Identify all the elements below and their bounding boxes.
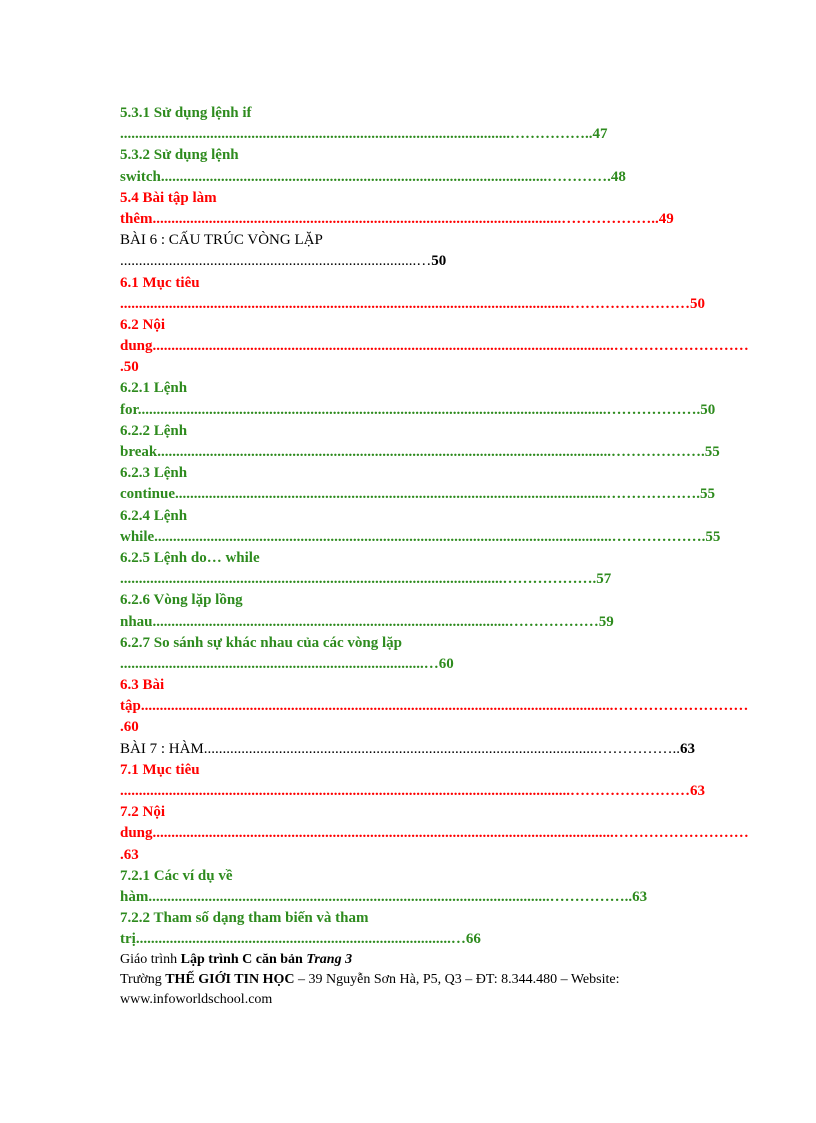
- toc-text: 6.2.3 Lệnh: [120, 465, 188, 482]
- toc-text: ........................................................................................................................……………………: [120, 295, 690, 312]
- page-number: Trang 3: [306, 952, 353, 967]
- toc-line: [120, 421, 685, 442]
- toc-text: 7.2.1 Các ví dụ về: [120, 867, 233, 884]
- toc-line: [120, 484, 716, 505]
- toc-line: [120, 823, 749, 844]
- toc-line: [120, 717, 685, 738]
- toc-text: 5.3.1 Sử dụng lệnh if: [120, 105, 252, 121]
- toc-line: [120, 802, 685, 823]
- toc-page-number: 50: [431, 253, 447, 270]
- toc-page-number: 63: [680, 740, 696, 757]
- toc-text: for.............................................................................................................................……………….: [120, 401, 701, 418]
- toc-text: ......................................................................................................……………….: [120, 571, 597, 588]
- toc-text: tập..............................................................................................................................………………………: [120, 698, 749, 715]
- toc-text: trị....................................................................................…: [120, 931, 466, 948]
- toc-text: .................................................................................…: [120, 655, 439, 672]
- toc-page-number: .50: [120, 359, 139, 376]
- toc-page-number: 60: [438, 655, 454, 672]
- toc-text: 6.2.5 Lệnh do… while: [120, 549, 260, 566]
- school-address: – 39 Nguyễn Sơn Hà, P5, Q3 – ĐT: 8.344.480 – Website:: [294, 972, 620, 987]
- toc-text: ........................................................................................................................……………………: [120, 783, 690, 799]
- toc-page-number: 55: [700, 486, 716, 503]
- toc-text: 5.4 Bài tập làm: [120, 189, 217, 206]
- toc-text: 7.1 Mục tiêu: [120, 761, 200, 778]
- toc-line: [120, 781, 705, 802]
- toc-page-number: 50: [700, 401, 716, 418]
- toc-text: 5.3.2 Sử dụng lệnh: [120, 147, 239, 164]
- toc-text: continue...................................................................................................................……………….: [120, 486, 701, 503]
- toc-page-number: .60: [120, 719, 139, 736]
- toc-line: [120, 400, 716, 421]
- toc-line: [120, 569, 685, 590]
- book-title: Lập trình C căn bản: [180, 952, 303, 967]
- toc-page-number: 57: [596, 571, 612, 588]
- toc-text: 7.2 Nội: [120, 804, 165, 821]
- toc-text: dung...........................................................................................................................………………………: [120, 338, 749, 355]
- toc-page-number: 48: [610, 168, 626, 185]
- toc-text: 6.1 Mục tiêu: [120, 274, 200, 291]
- toc-line: [120, 188, 685, 209]
- toc-text: dung...........................................................................................................................………………………: [120, 825, 749, 842]
- toc-line: [120, 209, 685, 230]
- toc-text: 6.2.7 So sánh sự khác nhau của các vòng lặp: [120, 634, 402, 651]
- table-of-contents: [120, 103, 749, 951]
- toc-page-number: 55: [704, 444, 720, 460]
- toc-line: [120, 230, 685, 251]
- toc-text: while..........................................................................................................................……………….: [120, 528, 706, 545]
- toc-text: BÀI 6 : CẤU TRÚC VÒNG LẶP: [120, 232, 323, 249]
- toc-line: [120, 251, 685, 272]
- toc-line: [120, 696, 749, 717]
- toc-line: [120, 506, 685, 527]
- toc-line: [120, 336, 749, 357]
- toc-text: 7.2.2 Tham số dạng tham biến và tham: [120, 910, 369, 927]
- toc-text: hàm...........................................................................................................……………..: [120, 888, 633, 905]
- toc-text: thêm.............................................................................................................………………..: [120, 210, 659, 227]
- toc-page-number: 63: [690, 783, 705, 799]
- toc-line: [120, 145, 685, 166]
- toc-line: [120, 654, 685, 675]
- toc-text: 6.2 Nội: [120, 316, 165, 333]
- toc-line: [120, 167, 685, 188]
- toc-text: ........................................................................................................……………..: [120, 126, 593, 143]
- toc-line: [120, 908, 685, 929]
- toc-page-number: 50: [690, 295, 705, 312]
- toc-text: 6.3 Bài: [120, 677, 165, 694]
- toc-page-number: 49: [658, 210, 674, 227]
- toc-line: [120, 357, 685, 378]
- toc-line: [120, 887, 685, 908]
- toc-line: [120, 378, 685, 399]
- toc-line: [120, 845, 685, 866]
- toc-page-number: 66: [465, 931, 481, 948]
- toc-text: ...............................................................................…: [120, 253, 432, 270]
- toc-line: [120, 612, 685, 633]
- toc-line: [120, 866, 685, 887]
- toc-line: [120, 590, 685, 611]
- toc-line: [120, 103, 685, 124]
- toc-text: 6.2.6 Vòng lặp lồng: [120, 592, 243, 609]
- toc-line: [120, 633, 685, 654]
- toc-text: switch.......................................................................................................………….: [120, 168, 611, 185]
- toc-line: [120, 675, 685, 696]
- school-prefix: Trường: [120, 972, 166, 987]
- page-footer: [120, 950, 700, 1010]
- toc-page-number: 47: [592, 126, 608, 143]
- toc-page-number: 59: [598, 613, 614, 630]
- toc-line: [120, 929, 685, 950]
- toc-text: nhau...............................................................................................………………: [120, 613, 599, 630]
- toc-text: BÀI 7 : HÀM.........................................................................................................……………..: [120, 740, 681, 757]
- toc-line: [120, 315, 685, 336]
- toc-line: [120, 739, 696, 760]
- toc-text: 6.2.4 Lệnh: [120, 507, 188, 524]
- footer-line-2: [120, 970, 700, 990]
- toc-line: [120, 442, 720, 463]
- toc-line: [120, 463, 685, 484]
- toc-line: [120, 124, 685, 145]
- toc-line: [120, 548, 685, 569]
- footer-prefix: Giáo trình: [120, 952, 181, 967]
- footer-website: www.infoworldschool.com: [120, 992, 273, 1007]
- toc-line: [120, 294, 705, 315]
- school-name: THẾ GIỚI TIN HỌC: [165, 972, 295, 987]
- toc-text: break.........................................................................................................................……………….: [120, 444, 705, 460]
- toc-page-number: .63: [120, 846, 139, 863]
- toc-text: 6.2.2 Lệnh: [120, 422, 188, 439]
- toc-page-number: 63: [632, 888, 648, 905]
- toc-line: [120, 527, 721, 548]
- footer-line-1: [120, 950, 700, 970]
- toc-line: [120, 760, 685, 781]
- toc-line: [120, 273, 685, 294]
- toc-text: 6.2.1 Lệnh: [120, 380, 188, 397]
- toc-page-number: 55: [705, 528, 721, 545]
